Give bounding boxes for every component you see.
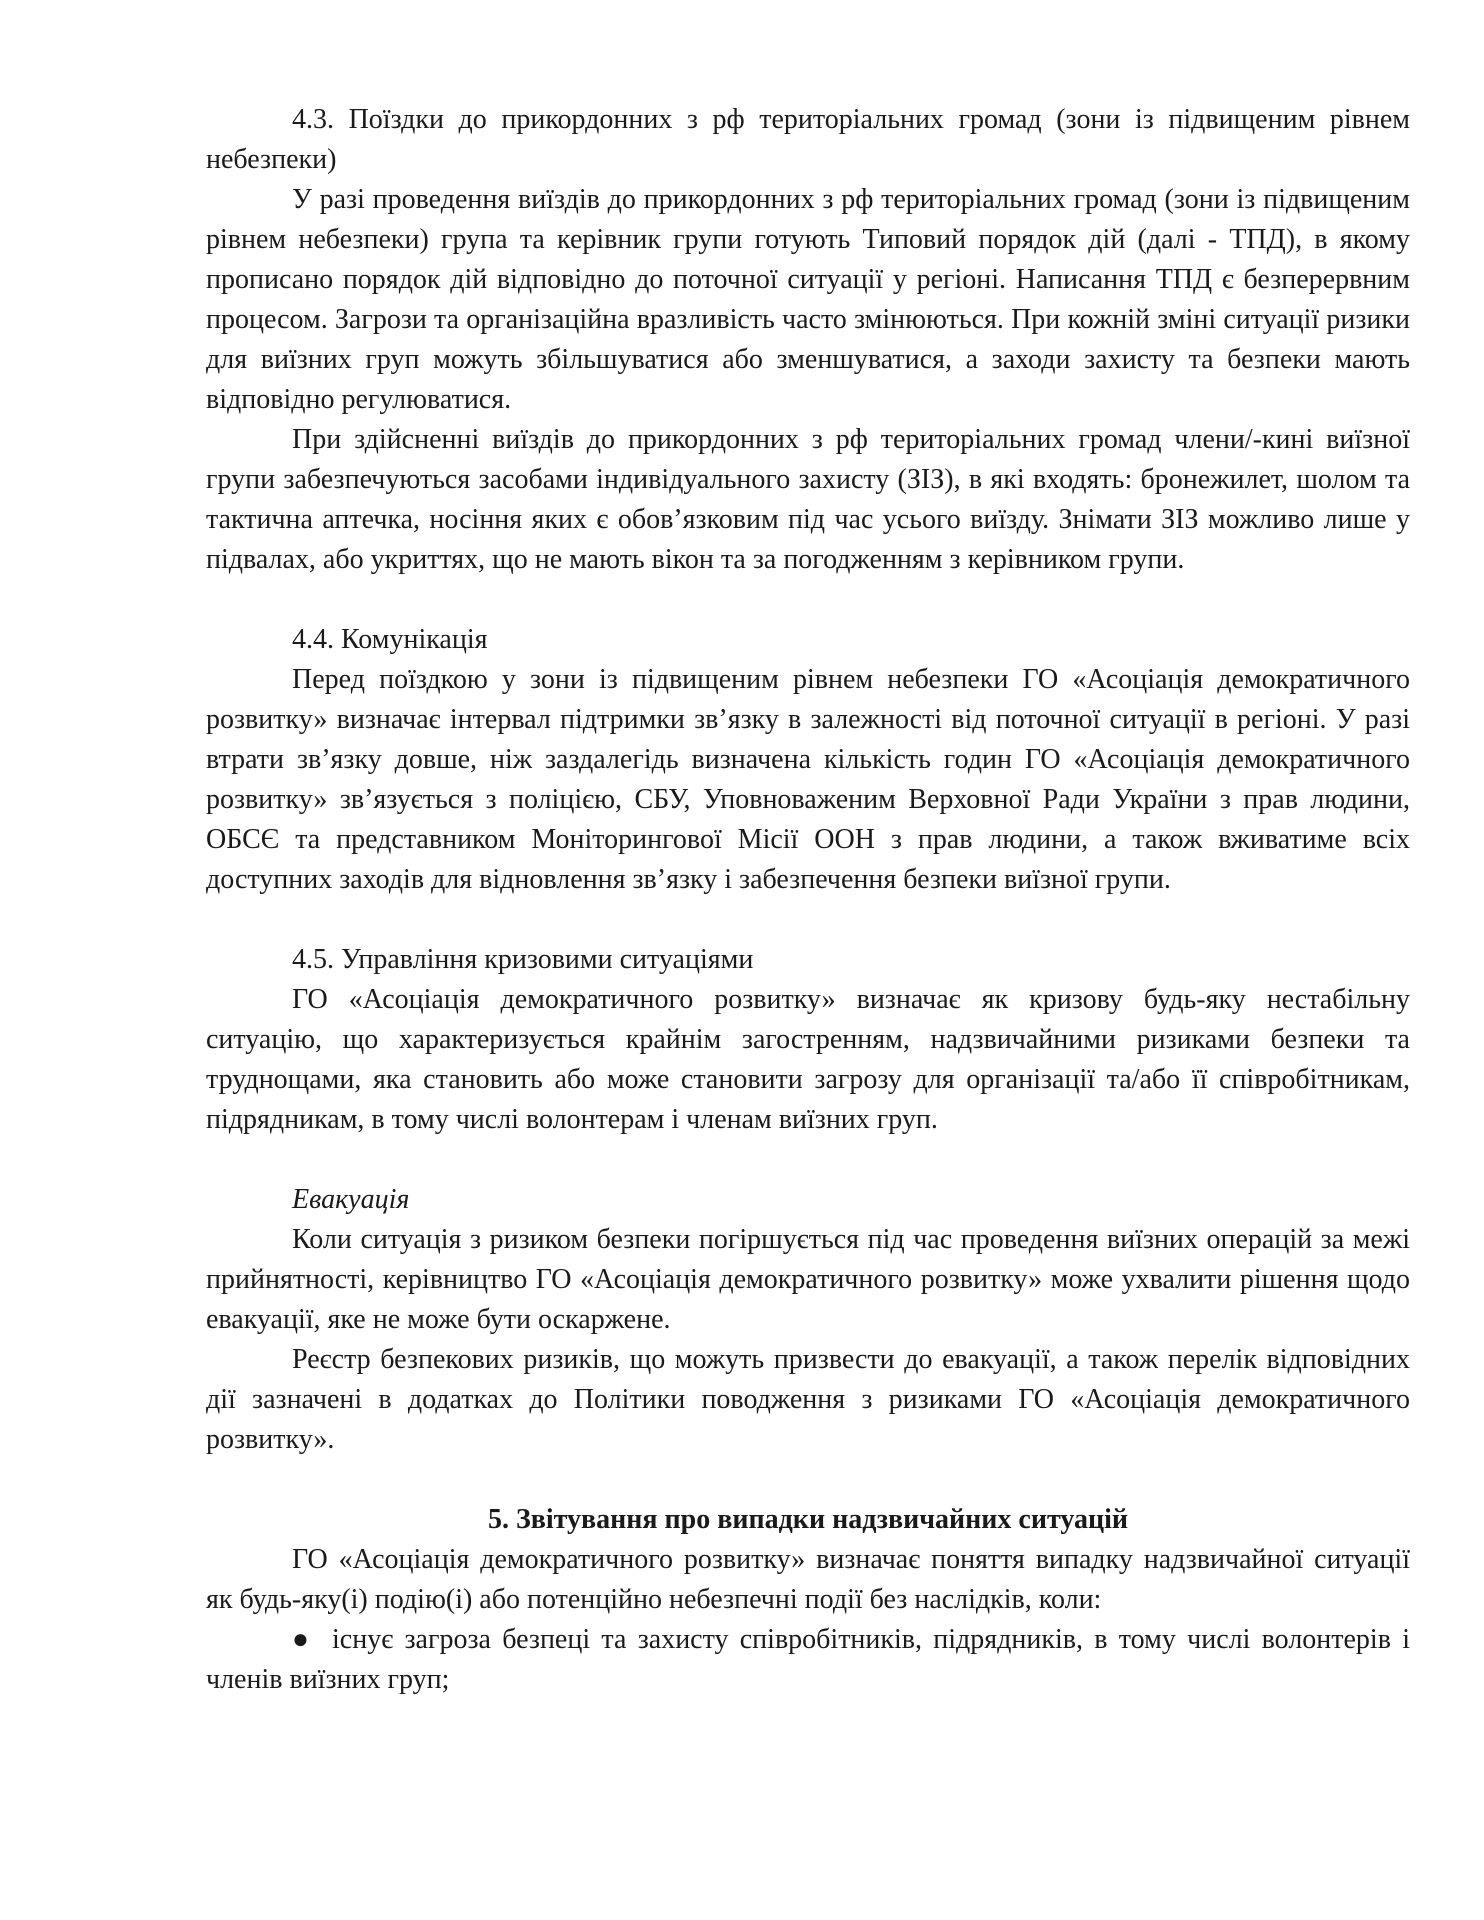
section-spacer (206, 900, 1410, 940)
section-4-3-paragraph-1: У разі проведення виїздів до прикордонних з рф територіальних громад (зони із підвищеним рівнем небезпеки) група та керівник групи готують Типовий порядок дій (далі - ТПД), в якому прописано порядок дій відповідно до поточної ситуації у регіоні. Написання ТПД є безперервним процесом. Загрози та організаційна вразливість часто змінюються. При кожній зміні ситуації ризики для виїзних груп можуть збільшуватися або зменшуватися, а заходи захисту та безпеки мають відповідно регулюватися. (206, 184, 1410, 415)
bullet-list-item (206, 1620, 1410, 1700)
bullet-text: існує загроза безпеці та захисту співробітників, підрядників, в тому числі волонтерів і членів виїзних груп; (206, 1624, 1410, 1695)
document-body (206, 100, 1410, 1700)
evacuation-paragraph-2: Реєстр безпекових ризиків, що можуть призвести до евакуації, а також перелік відповідних дії зазначені в додатках до Політики поводження з ризиками ГО «Асоціація демократичного розвитку». (206, 1344, 1410, 1455)
section-4-4-title: 4.4. Комунікація (292, 624, 488, 655)
evacuation-paragraph-1: Коли ситуація з ризиком безпеки погіршується під час проведення виїзних операцій за межі прийнятності, керівництво ГО «Асоціація демократичного розвитку» може ухвалити рішення щодо евакуації, яке не може бути оскаржене. (206, 1224, 1410, 1335)
section-spacer (206, 1460, 1410, 1500)
section-4-3-paragraph-2: При здійсненні виїздів до прикордонних з рф територіальних громад члени/-кині виїзної групи забезпечуються засобами індивідуального захисту (ЗІЗ), в які входять: бронежилет, шолом та тактична аптечка, носіння яких є обов’язковим під час усього виїзду. Знімати ЗІЗ можливо лише у підвалах, або укриттях, що не мають вікон та за погодженням з керівником групи. (206, 424, 1410, 575)
section-4-4-paragraph-1: Перед поїздкою у зони із підвищеним рівнем небезпеки ГО «Асоціація демократичного розвитку» визначає інтервал підтримки зв’язку в залежності від поточної ситуації в регіоні. У разі втрати зв’язку довше, ніж заздалегідь визначена кількість годин ГО «Асоціація демократичного розвитку» зв’язується з поліцією, СБУ, Уповноваженим Верховної Ради України з прав людини, ОБСЄ та представником Моніторингової Місії ООН з прав людини, а також вживатиме всіх доступних заходів для відновлення зв’язку і забезпечення безпеки виїзної групи. (206, 664, 1410, 895)
section-spacer (206, 580, 1410, 620)
bullet-icon: ● (292, 1624, 309, 1655)
section-5-paragraph-1: ГО «Асоціація демократичного розвитку» визначає поняття випадку надзвичайної ситуації як будь-яку(і) подію(і) або потенційно небезпечні події без наслідків, коли: (206, 1544, 1410, 1615)
section-4-3-title: 4.3. Поїздки до прикордонних з рф територіальних громад (зони із підвищеним рівнем небезпеки) (206, 104, 1410, 175)
section-spacer (206, 1140, 1410, 1180)
evacuation-title: Евакуація (292, 1184, 410, 1215)
section-4-5-title: 4.5. Управління кризовими ситуаціями (292, 944, 754, 975)
section-4-5-paragraph-1: ГО «Асоціація демократичного розвитку» визначає як кризову будь-яку нестабільну ситуацію, що характеризується крайнім загостренням, надзвичайними ризиками безпеки та труднощами, яка становить або може становити загрозу для організації та/або її співробітникам, підрядникам, в тому числі волонтерам і членам виїзних груп. (206, 984, 1410, 1135)
section-5-heading: 5. Звітування про випадки надзвичайних ситуацій (487, 1504, 1129, 1535)
